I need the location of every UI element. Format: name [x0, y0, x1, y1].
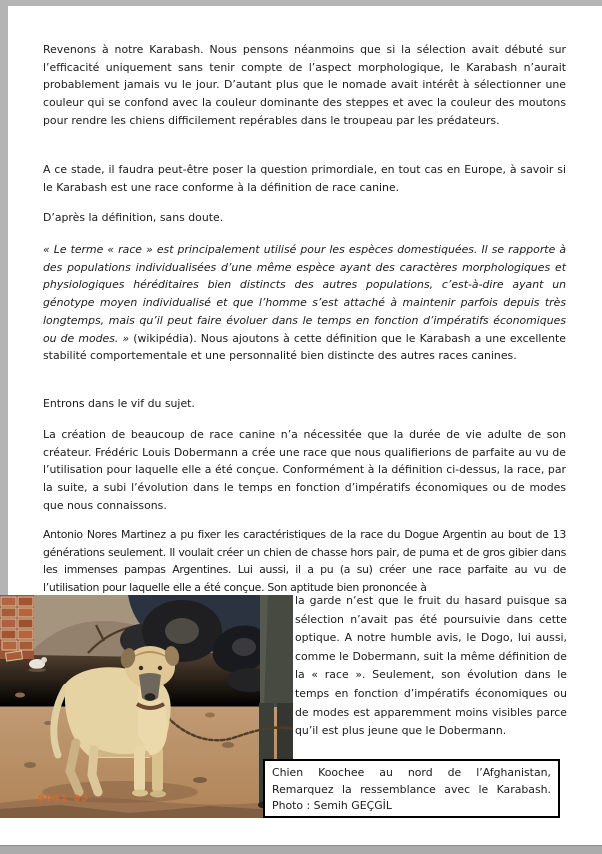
photo-date-stamp: 9081 05: [38, 794, 90, 804]
dog-photo-illustration: [0, 595, 293, 818]
tire-leaning-hub: [232, 638, 256, 656]
race-definition-commentaire: (wikipédia). Nous ajoutons à cette définition que le Karabash a une excellente stabilité comportementale et une personnalité bien distincte des autres races canines.: [43, 331, 566, 363]
scan-edge-bottom: [0, 845, 602, 854]
dog-eye-right: [158, 666, 162, 670]
dog-front-leg-left: [134, 745, 145, 792]
caption-line-1: Chien Koochee au nord de l’Afghanistan,: [272, 766, 551, 779]
race-definition-quote: « Le terme « race » est principalement utilisé pour les espèces domestiquées. Il se rapporte à des populations individualisées d’une même espèce ayant des caractères morphologiques et physiologiques héréditaires bien distincts des autres populations, c’est-à-dire ayant un génotype moyen individualisé et que l’homme s’est attaché à maintenir parfois depuis très longtemps, mais qu’il peut faire évoluer dans le temps en fonction d’impératifs économiques ou de modes. »: [43, 243, 566, 345]
scan-edge-left: [0, 6, 8, 595]
dog-nose: [145, 693, 156, 701]
dog-eye-left: [139, 666, 143, 670]
paragraph-definition-race: [43, 241, 566, 365]
caption-line-3: Photo : Semih GEÇGİL: [272, 799, 392, 812]
tire-big-hub: [165, 618, 199, 644]
dog-photo: [0, 595, 293, 818]
paragraph-entrons-vif-sujet: Entrons dans le vif du sujet.: [43, 397, 195, 410]
paragraph-question-primordiale: A ce stade, il faudra peut-être poser la question primordiale, en tout cas en Europe, à savoir si le Karabash est une race conforme à la définition de race canine.: [43, 163, 566, 194]
paragraph-dapres-definition: D’après la définition, sans doute.: [43, 211, 224, 224]
brick-wall: [0, 595, 34, 661]
paragraph-dobermann: La création de beaucoup de race canine n’a nécessitée que la durée de vie adulte de son créateur. Frédéric Louis Dobermann a crée une race que nous qualifierions de parfaite au vu de l’utilisation pour laquelle elle a été conçue. Conformément à la définition ci-dessus, la race, par la suite, a subi l’évolution dans le temps en fonction d’impératifs économiques ou de modes que nous connaissons.: [43, 428, 566, 512]
paragraph-dogue-argentin-intro: Antonio Nores Martinez a pu fixer les caractéristiques de la race du Dogue Argentin au bout de 13 générations seulement. Il voulait créer un chien de chasse hors pair, de puma et de gros gibier dans les immenses pampas Argentines. Lui aussi, il a pu (a su) créer une race parfaite au vu de l’utilisation pour laquelle elle a été conçue. Son aptitude bien prononcée à: [43, 528, 566, 595]
photo-caption-box: [263, 759, 560, 818]
scan-edge-top: [0, 0, 602, 6]
paragraph-karabash-selection: Revenons à notre Karabash. Nous pensons néanmoins que si la sélection avait débuté sur l’efficacité uniquement sans tenir compte de l’aspect morphologique, le Karabash n’aurait probablement jamais vu le jour. D’autant plus que le nomade avait intérêt à sélectionner une couleur qui se confond avec la couleur dominante des steppes et avec la couleur des moutons pour rendre les chiens difficilement repérables dans le troupeau par les prédateurs.: [43, 43, 566, 127]
paragraph-dogue-argentin-suite: la garde n’est que le fruit du hasard puisque sa sélection n’avait pas été poursuivie dans cette optique. A notre humble avis, le Dogo, lui aussi, comme le Dobermann, suit la même définition de la « race ». Seulement, son évolution dans le temps en fonction d’impératifs économiques ou de modes est apparemment moins visibles parce qu’il est plus jeune que le Dobermann.: [295, 594, 567, 738]
caption-line-2: Remarquez la ressemblance avec le Karabash.: [272, 782, 551, 796]
